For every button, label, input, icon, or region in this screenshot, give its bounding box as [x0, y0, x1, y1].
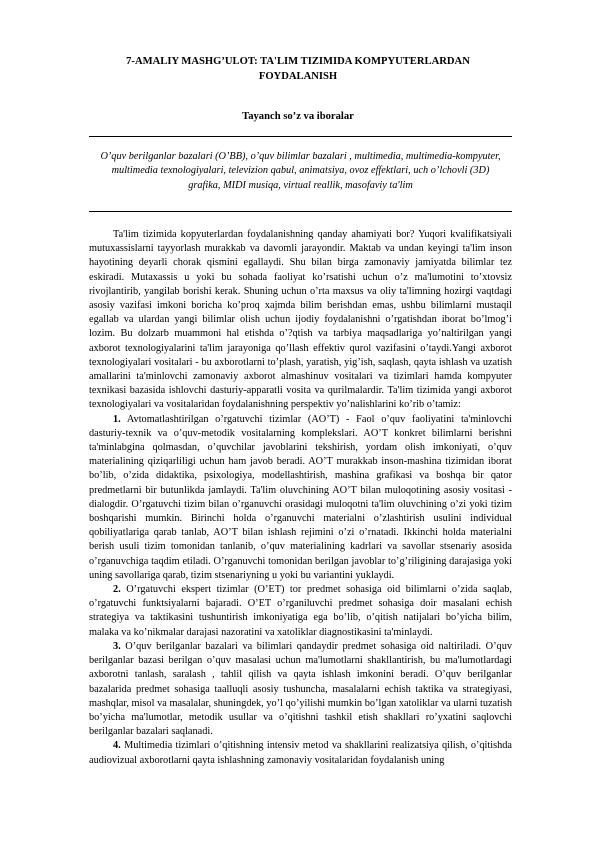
paragraph-number: 1. [113, 413, 121, 425]
paragraph-number: 2. [113, 584, 121, 596]
top-divider [89, 136, 512, 137]
paragraph-text: O’quv berilganlar bazalari va bilimlari qandaydir predmet sohasiga oid naltiriladi. O’quv berilganlar bazasi berilgan o’quv masalasi uchun ma'lumotlarni shakllantirish, bu ma'lumotlardagi axborotni tanlash, saralash , tahlil qilish va qayta ishlash imkonini beradi. O’quv berilganlar bazalarida predmet sohasiga taalluqli asosiy tushuncha, masalalarni echish taktika va strategiyasi, mashqlar, misol va masalalar, shuningdek, yo’l qo’yilishi mumkin bo’lgan xatoliklar va ularni tuzatish bo’yicha ma'lumotlar, metodik usullar va o’qitishni tashkil etish shakllari ro’yxatini saqlovchi berilganlar bazalari saqlanadi. [89, 640, 512, 738]
intro-paragraph [89, 228, 512, 413]
keywords-text: O’quv berilganlar bazalari (O’BB), o’quv bilimlar bazalari , multimedia, multimedia-kompyuter, multimedia texnologiyalari, televizion qabul, animatsiya, ovoz effektlari, uch o’lchovli (3D) grafika, MIDI musiqa, virtual reallik, masofaviy ta'lim [100, 151, 501, 191]
paragraph-text: Ta'lim tizimida kopyuterlardan foydalanishning qanday ahamiyati bor? Yuqori kvalifikatsiyali mutuxassislarni tayyorlash murakkab va davomli jarayondir. Maktab va undan keyingi ta'lim inson hayotining deyarli chorak qismini egallaydi. Shu bilan birga zamonaviy jamiyatda bilimlar tez eskiradi. Mutaxassis u yoki bu sohada faoliyat ko’rsatishi uchun o’z ma'lumotini to’xtovsiz rivojlantirib, yangilab borishi kerak. Shuning uchun o’rta maxsus va oliy ta'limning hozirgi vaqtdagi asosiy vazifasi imkoni boricha ko’proq xajmda bilim berishdan emas, ushbu bilimlarni mustaqil egallab va ulardan yangi bilimlar olish uchun ijodiy foydalanishni o’rgatishdan iborat bo’lmog’i lozim. Bu dolzarb muammoni hal etishda o’?qtish va tarbiya maqsadlariga yo’naltirilgan yangi axborot texnologiyalarini ta'lim jarayoniga qo’llash effektiv qurol vazifasini o’taydi.Yangi axborot texnologiyalari vositalari - bu axborotlarni to’plash, yaratish, yig’ish, saqlash, qayta ishlash va uzatish amallarini ta'minlovchi zamonaviy axborot almashinuv vositalari va tizimlari hamda kompyuter texnikasi bazasida ishlovchi dasturiy-apparatli vosita va qurilmalardir. Ta'lim tizimida yangi axborot texnologiyalari va vositalaridan foydalanishning perspektiv yo’nalishlarini ko’rib o’tamiz: [89, 229, 512, 411]
list-paragraph-1 [89, 413, 512, 583]
list-paragraph-3 [89, 640, 512, 739]
list-paragraph-4 [89, 739, 512, 767]
paragraph-text: Multimedia tizimlari o’qitishning intensiv metod va shakllarini realizatsiya qilish, o’qitishda audiovizual axborotlarni qayta ishlashning zamonaviy vositalaridan foydalanish uning [89, 740, 512, 766]
list-paragraph-2 [89, 583, 512, 640]
paragraph-text: O’rgatuvchi ekspert tizimlar (O’ET) tor predmet sohasiga oid bilimlarni o’zida saqlab, o’rgatuvchi funktsiyalarni bajaradi. O’ET o’rganiluvchi predmet sohasiga doir masalani echish strategiya va taktikasini tushuntirish imkoniyatiga ega bo’lib, o’qitish natijalari bo’yicha bilim, malaka va ko’nikmalar darajasi nazoratini va xatoliklar diagnostikasini ta'minlaydi. [89, 584, 512, 638]
paragraph-number: 3. [113, 640, 121, 652]
document-body [89, 228, 512, 768]
document-title: 7-AMALIY MASHG’ULOT: TA'LIM TIZIMIDA KOMPYUTERLARDAN FOYDALANISH [126, 56, 470, 82]
paragraph-number: 4. [113, 740, 121, 752]
paragraph-text: Avtomatlashtirilgan o’rgatuvchi tizimlar (AO’T) - Faol o’quv faoliyatini ta'minlovchi dasturiy-texnik va o’quv-metodik vositalarning komplekslari. AO’T konkret bilimlarni berishni ta'minlabgina qolmasdan, o’quvchilar javoblarini tekshirish, yordam olish imkoniyati, o’quv materialining qiziqarliligi uchun ham javob beradi. AO’T murakkab inson-mashina tizimidan iborat bo’lib, o’zida didaktika, psixologiya, modellashtirish, mashina grafikasi va boshqa bir qator predmetlarni bir butunlikda jamlaydi. Ta'lim oluvchining AO’T bilan muloqotining asosiy vositasi -dialogdir. O’rgatuvchi tizim bilan o’rganuvchi orasidagi muloqotni ta'lim oluvchining o’zi yoki tizim boshqarishi mumkin. Birinchi holda o’rganuvchi materialni o’zlashtirish usulini individual qobiliyatlariga qarab tanlab, AO’T bilan ishlash rejimini o’zi o’rnatadi. Ikkinchi holda materialni berish usuli tizim tomonidan tanlanib, o’quv materialining kadrlari va savollar stsenariy asosida o’rganuvchiga taqdim etiladi. O’rganuvchi tomonidan berilgan javoblar to’g’riligining darajasiga yoki uning savollariga qarab, tizim stsenariyning u yoki bu variantini yuklaydi. [89, 413, 512, 581]
keywords-heading: Tayanch so’z va iboralar [242, 111, 354, 122]
bottom-divider [89, 211, 512, 212]
